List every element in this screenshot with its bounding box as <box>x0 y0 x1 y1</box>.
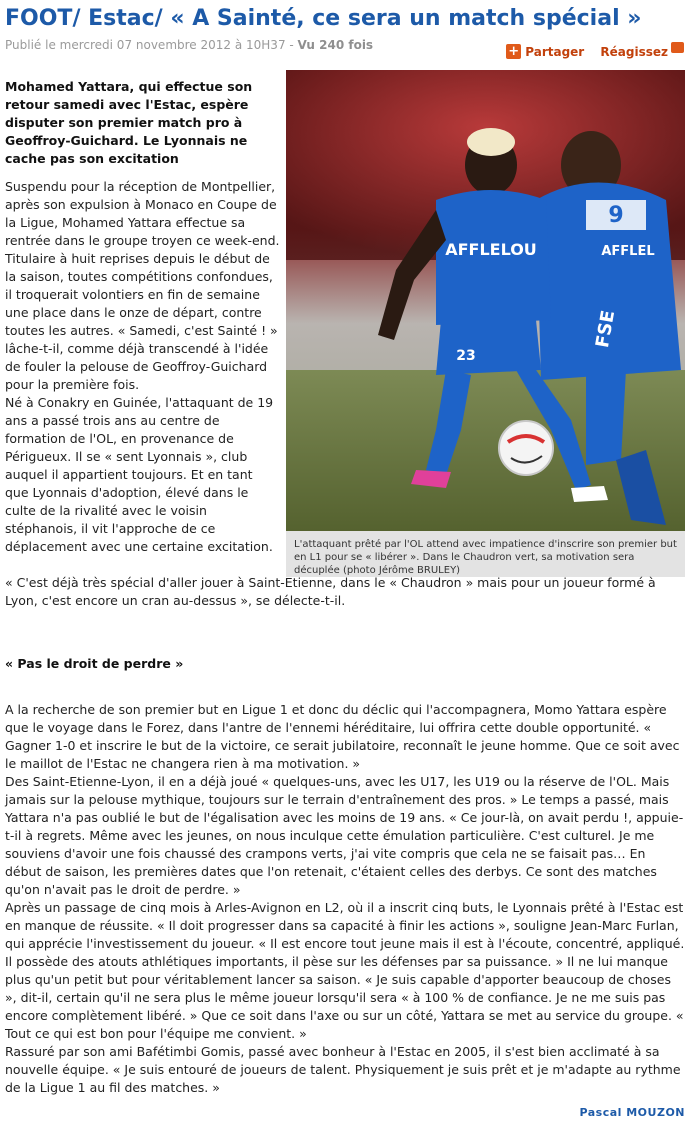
paragraph-4: Rassuré par son ami Bafétimbi Gomis, passé avec bonheur à l'Estac en 2005, il s'est bien acclimaté à sa nouvelle équipe. « Je suis entouré de joueurs de talent. Physiquement je suis prêt et je m'adapte au rythme de la Ligue 1 au fil des matches. » <box>5 1044 681 1095</box>
paragraph-2: Des Saint-Etienne-Lyon, il en a déjà joué « quelques-uns, avec les U17, les U19 ou la réserve de l'OL. Mais jamais sur la pelouse mythique, toujours sur le terrain d'entraînement des pros. » Le temps a passé, mais Yattara n'a pas oublié le but de l'égalisation avec les moins de 19 ans. « Ce jour-là, on avait perdu !, appuie-t-il à regrets. Même avec les jeunes, on nous inculque cette émulation particulière. C'est culturel. Je me souviens d'avoir une fois chaussé des crampons verts, j'ai vite compris que cela ne se faisait pas… En début de saison, les premières dates que l'on retenait, c'étaient celles des derbys. Ce sont des matches qu'on n'avait pas le droit de perdre. » <box>5 774 684 897</box>
photo-frame <box>286 70 685 577</box>
shirt-sponsor-right: AFFLEL <box>601 244 655 259</box>
article-lead: Mohamed Yattara, qui effectue son retour samedi avec l'Estac, espère disputer son premier match pro à Geoffroy-Guichard. Le Lyonnais ne cache pas son excitation <box>5 79 253 166</box>
shorts-number: 23 <box>456 348 476 364</box>
paragraph-3: Après un passage de cinq mois à Arles-Avignon en L2, où il a inscrit cinq buts, le Lyonnais prêté à l'Estac est en manque de réussite. « Il doit progresser dans sa capacité à finir les actions », souligne Jean-Marc Furlan, qui apprécie l'investissement du joueur. « Il est encore tout jeune mais il est à l'écoute, concentré, appliqué. Il possède des atouts athlétiques importants, il pèse sur les défenses par sa puissance. » Il ne lui manque plus qu'un petit but pour véritablement lancer sa saison. « Je suis capable d'apporter beaucoup de choses », dit-il, certain qu'il ne sera plus le même joueur lorsqu'il sera « à 100 % de confiance. Je ne me suis pas encore complètement libéré. » Que ce soit dans l'axe ou sur un côté, Yattara se met au service du groupe. « Tout ce qui est bon pour l'équipe me convient. » <box>5 900 685 1041</box>
section-subhead: « Pas le droit de perdre » <box>5 656 184 671</box>
article-photo[interactable] <box>286 70 685 531</box>
publish-date: Publié le mercredi 07 novembre 2012 à 10H37 <box>5 38 286 52</box>
comment-icon <box>671 42 684 53</box>
article-actions <box>506 44 684 59</box>
article-body <box>5 701 685 1097</box>
view-count: Vu 240 fois <box>297 38 374 52</box>
react-link[interactable]: Réagissez <box>600 44 684 59</box>
shirt-number: 9 <box>608 203 624 228</box>
author-signature[interactable]: Pascal MOUZON <box>579 1106 685 1119</box>
shirt-sponsor-main: AFFLELOU <box>445 240 537 259</box>
article-title: FOOT/ Estac/ « A Sainté, ce sera un match spécial » <box>5 6 642 31</box>
paragraph-1: A la recherche de son premier but en Ligue 1 et donc du déclic qui l'accompagnera, Momo Yattara espère que le voyage dans le Forez, dans l'antre de l'ennemi héréditaire, lui offrira cette double opportunité. « Gagner 1-0 et inscrire le but de la victoire, ce serait jubilatoire, reconnaît le jeune homme. Que ce soit avec le maillot de l'Estac ne changera rien à ma motivation. » <box>5 702 680 771</box>
photo-caption: L'attaquant prêté par l'OL attend avec impatience d'inscrire son premier but en L1 pour se « libérer ». Dans le Chaudron vert, sa motivation sera décuplée (photo Jérôme BRULEY) <box>294 539 677 576</box>
plus-icon: + <box>506 44 521 59</box>
paragraph-intro: Suspendu pour la réception de Montpellier, après son expulsion à Monaco en Coupe de la Ligue, Mohamed Yattara effectue sa rentrée dans le groupe troyen ce week-end. Titulaire à huit reprises depuis le début de la saison, toutes compétitions confondues, il troquerait volontiers en fin de semaine une place dans le onze de départ, contre toutes les autres. « Samedi, c'est Sainté ! » lâche-t-il, comme déjà transcendé à l'idée de fouler la pelouse de Geoffroy-Guichard pour la première fois. <box>5 179 280 392</box>
article-meta: Publié le mercredi 07 novembre 2012 à 10H37 - Vu 240 fois <box>5 38 374 52</box>
article-intro <box>5 178 280 556</box>
sleeve-text: FSE <box>591 308 620 350</box>
paragraph-quote-end: « C'est déjà très spécial d'aller jouer à Saint-Etienne, dans le « Chaudron » mais pour un joueur formé à Lyon, c'est encore un cran au-dessus », se délecte-t-il. <box>5 575 656 608</box>
share-button[interactable]: + Partager <box>506 44 584 59</box>
paragraph-birth: Né à Conakry en Guinée, l'attaquant de 19 ans a passé trois ans au centre de formation de l'OL, en provenance de Périgueux. Il se « sent Lyonnais », club auquel il appartient toujours. Et en tant que Lyonnais d'adoption, élevé dans le culte de la rivalité avec le voisin stéphanois, il vit l'approche de ce déplacement avec une certaine excitation. <box>5 395 274 554</box>
